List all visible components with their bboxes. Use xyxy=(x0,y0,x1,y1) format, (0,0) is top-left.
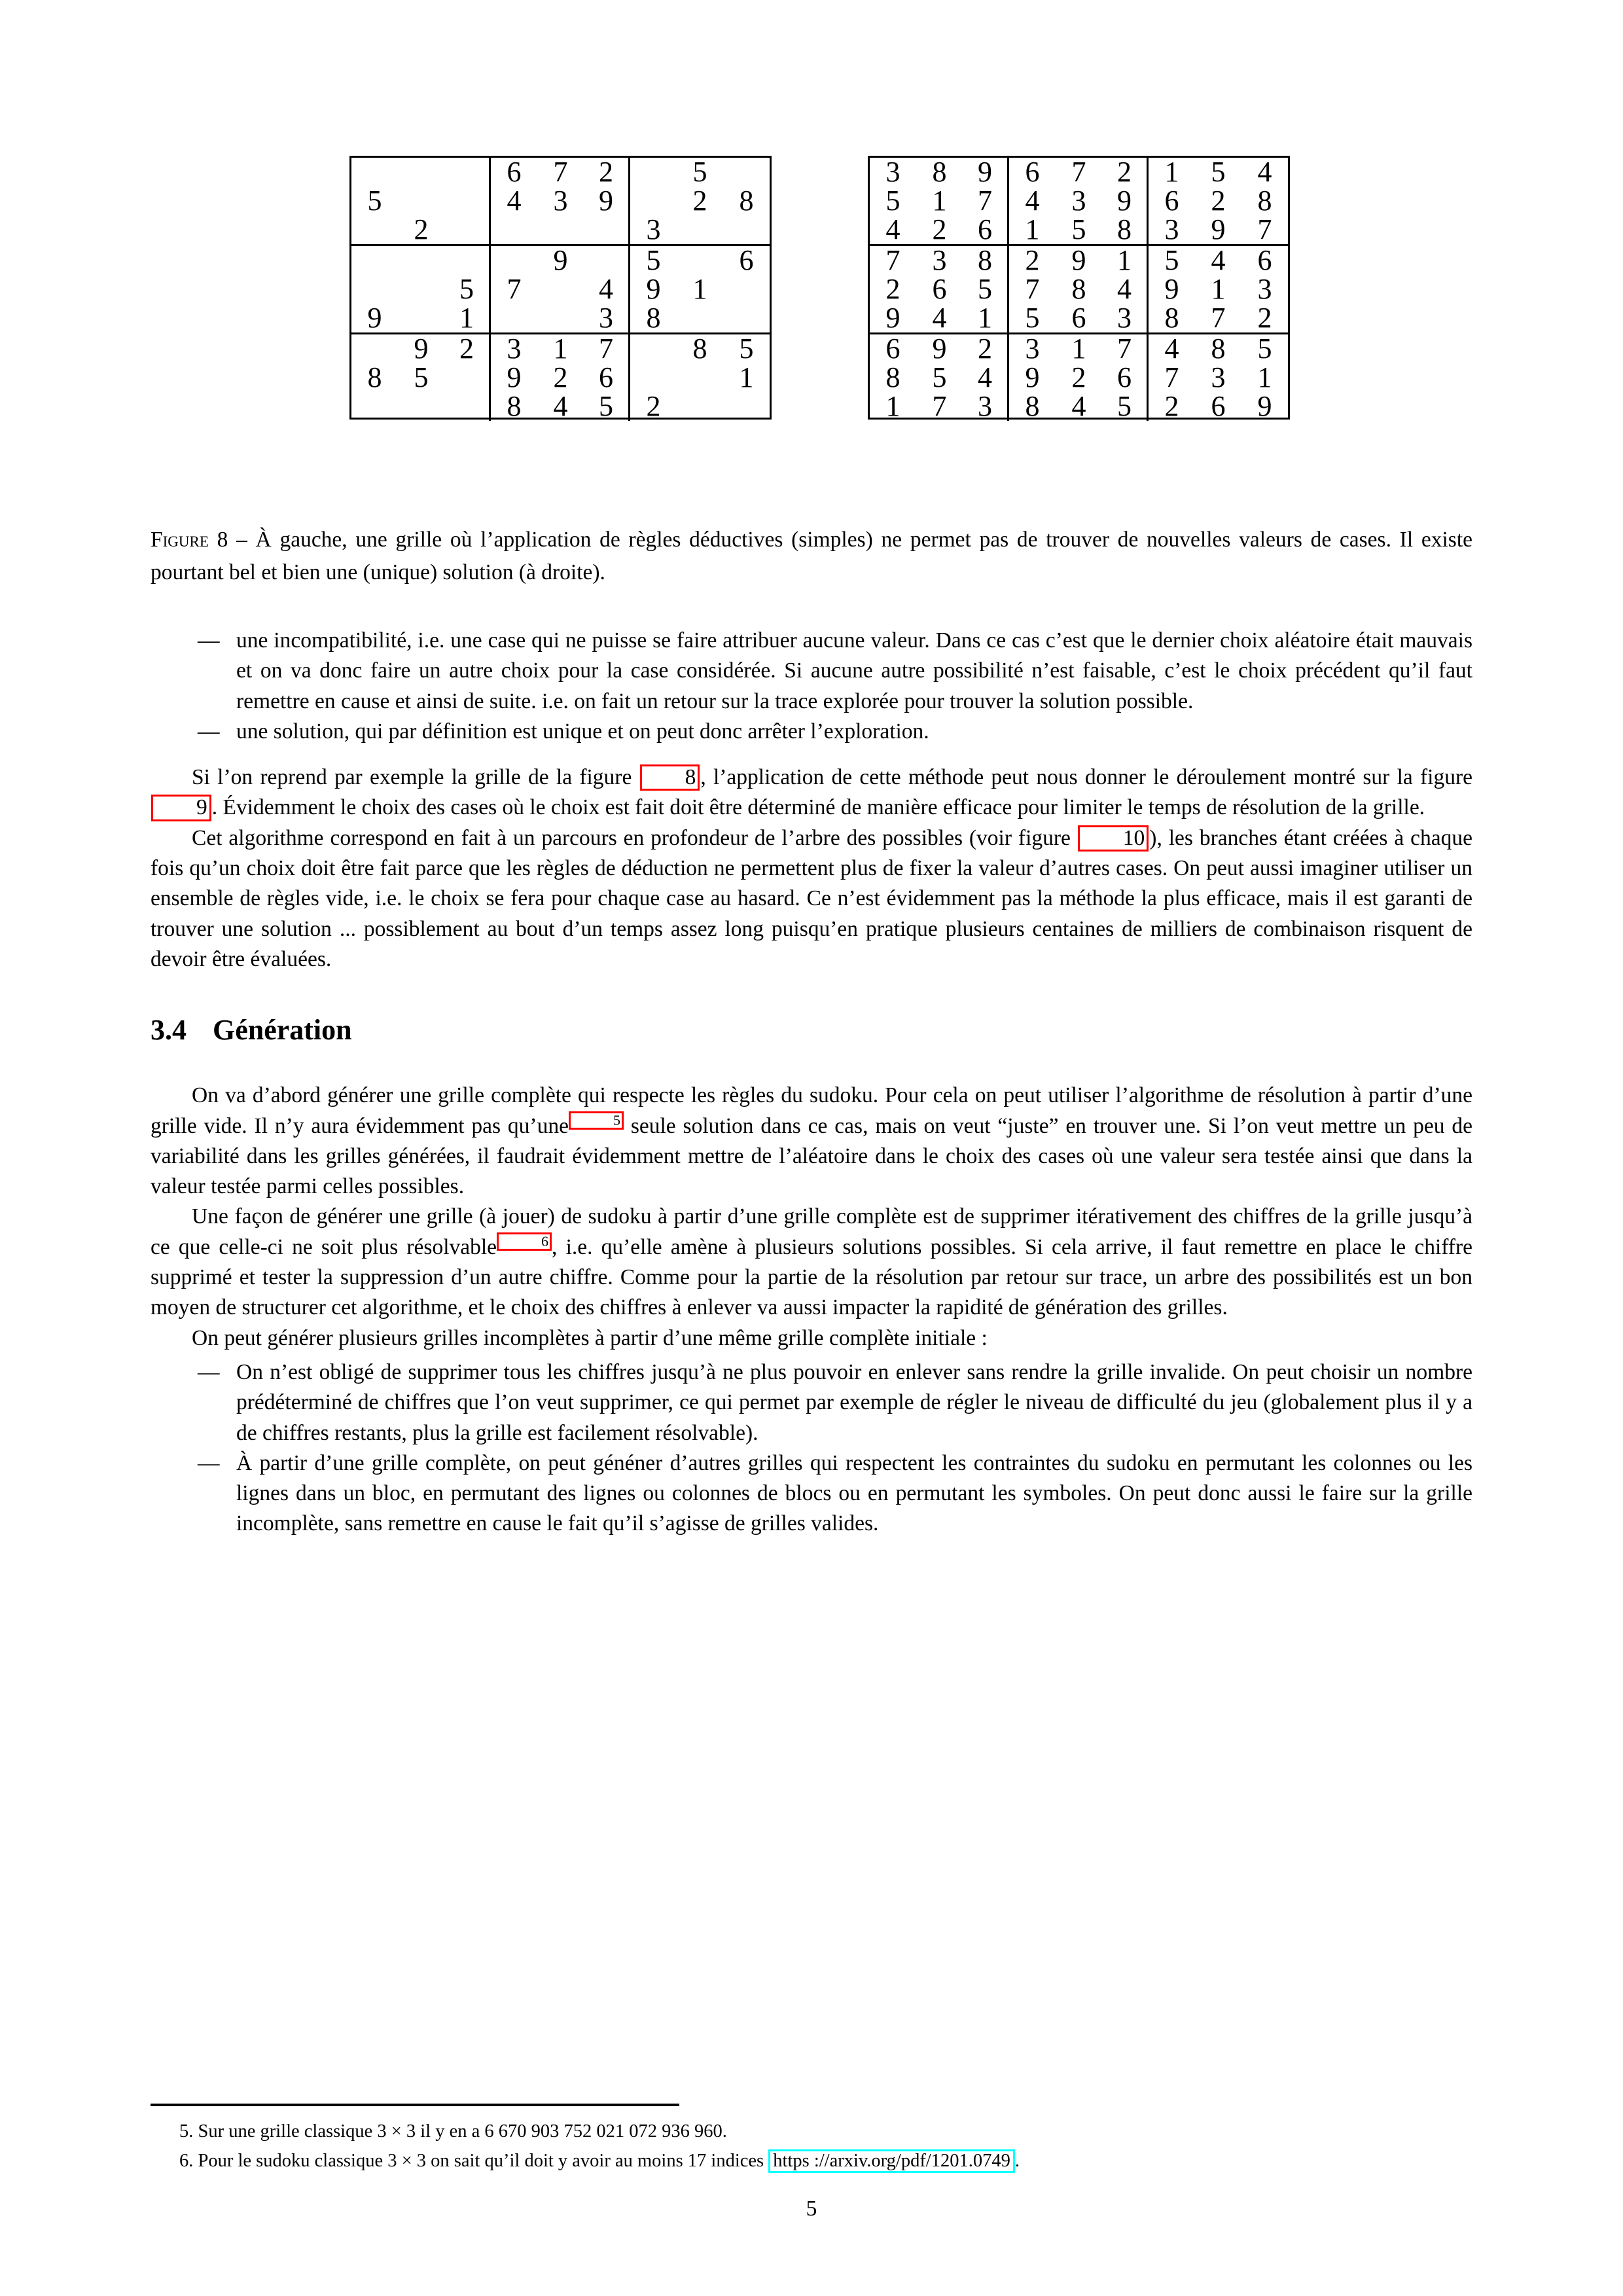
sudoku-cell xyxy=(723,304,770,334)
sudoku-cell xyxy=(491,246,537,275)
sudoku-cell: 9 xyxy=(414,332,429,365)
sudoku-cell xyxy=(351,215,398,246)
sudoku-cell: 2 xyxy=(444,334,491,363)
dash-marker: — xyxy=(198,719,220,744)
list-item xyxy=(151,1357,1472,1448)
sudoku-grid-solved xyxy=(868,156,1290,420)
sudoku-cell: 5 xyxy=(1102,392,1149,421)
footnote-text: Sur une grille classique 3 × 3 il y en a 6 670 903 752 021 072 936 960. xyxy=(193,2121,727,2142)
sudoku-cell: 8 xyxy=(1257,185,1272,217)
sudoku-cell xyxy=(723,275,770,304)
sudoku-cell: 5 xyxy=(646,244,661,276)
page-number: 5 xyxy=(806,2197,817,2221)
sudoku-cell: 9 xyxy=(553,244,568,276)
sudoku-cell xyxy=(677,392,723,421)
sudoku-cell: 1 xyxy=(963,304,1009,334)
dash-marker: — xyxy=(198,1359,220,1384)
sudoku-cell xyxy=(537,215,584,246)
sudoku-cell: 5 xyxy=(1056,215,1102,246)
sudoku-cell: 2 xyxy=(692,185,707,217)
dash-marker: — xyxy=(198,1450,220,1475)
sudoku-cell: 6 xyxy=(885,332,901,365)
sudoku-cell: 5 xyxy=(444,275,491,304)
list-item-text: À partir d’une grille complète, on peut généner d’autres grilles qui respectent les contraintes du sudoku en permutant les colonnes ou les lignes dans un bloc, en permutant des lignes ou colonnes de blocs ou en permutant les symboles. On peut donc aussi le faire sur la grille incomplète, sans remettre en cause le fait qu’il s’agisse de grilles valides. xyxy=(236,1450,1472,1536)
sudoku-cell: 2 xyxy=(1102,158,1149,187)
sudoku-cell: 8 xyxy=(692,332,707,365)
figure-caption-label: Figure xyxy=(151,527,209,552)
footnote-text: Pour le sudoku classique 3 × 3 on sait qu’il doit y avoir au moins 17 indices xyxy=(193,2151,769,2171)
sudoku-cell: 7 xyxy=(553,156,568,188)
sudoku-cell: 4 xyxy=(1071,390,1086,422)
sudoku-cell: 3 xyxy=(1102,304,1149,334)
paragraph-text: On va d’abord générer une grille complète qui respecte les règles du sudoku. Pour cela on peut utiliser l’algorithme de résolution à partir d’une grille vide. Il n’y aura évidemment pas qu’une xyxy=(151,1083,1472,1138)
sudoku-cell: 3 xyxy=(1257,273,1272,305)
sudoku-cell: 7 xyxy=(1102,334,1149,363)
figure-ref-link[interactable]: 9 xyxy=(151,795,211,821)
sudoku-cell: 6 xyxy=(1211,390,1226,422)
sudoku-cell xyxy=(537,275,584,304)
sudoku-cell xyxy=(444,363,491,392)
sudoku-cell xyxy=(444,246,491,275)
sudoku-cell xyxy=(723,158,770,187)
sudoku-cell: 4 xyxy=(963,363,1009,392)
sudoku-cell: 5 xyxy=(367,185,382,217)
sudoku-cell: 5 xyxy=(963,275,1009,304)
sudoku-cell: 2 xyxy=(553,361,568,393)
sudoku-cell: 3 xyxy=(553,185,568,217)
sudoku-cell xyxy=(677,304,723,334)
list-item-text: une solution, qui par définition est unique et on peut donc arrêter l’exploration. xyxy=(236,719,929,744)
sudoku-cell: 3 xyxy=(1071,185,1086,217)
section-heading xyxy=(151,1013,1472,1048)
sudoku-cell: 9 xyxy=(351,304,398,334)
paragraph-text: Cet algorithme correspond en fait à un parcours en profondeur de l’arbre des possibles (voir figure xyxy=(192,825,1077,850)
list-item xyxy=(151,1448,1472,1539)
sudoku-cell: 8 xyxy=(367,361,382,393)
sudoku-cell: 6 xyxy=(932,273,947,305)
paragraph xyxy=(151,762,1472,823)
footnote-marker: 6. xyxy=(179,2151,194,2171)
list-item xyxy=(151,626,1472,717)
sudoku-cell: 1 xyxy=(885,390,901,422)
sudoku-cell: 8 xyxy=(1149,304,1195,334)
sudoku-cell: 5 xyxy=(739,332,754,365)
sudoku-cell: 3 xyxy=(584,304,630,334)
sudoku-cell: 4 xyxy=(584,275,630,304)
list-item-text: On n’est obligé de supprimer tous les chiffres jusqu’à ne plus pouvoir en enlever sans rendre la grille invalide. On peut choisir un nombre prédéterminé de chiffres que l’on veut supprimer, ce qui permet par exemple de régler le niveau de difficulté du jeu (globalement plus il y a de chiffres restants, plus la grille est facilement résolvable). xyxy=(236,1359,1472,1445)
sudoku-cell: 9 xyxy=(1071,244,1086,276)
sudoku-cell: 5 xyxy=(414,361,429,393)
list-item-text: une incompatibilité, i.e. une case qui ne puisse se faire attribuer aucune valeur. Dans ce cas c’est que le dernier choix aléatoire était mauvais et on va donc faire un autre choix pour la case considérée. Si aucune autre possibilité n’est faisable, c’est le choix précédent qu’il faut remettre en cause et ainsi de suite. i.e. on fait un retour sur la trace explorée pour trouver la solution possible. xyxy=(236,628,1472,713)
sudoku-cell xyxy=(398,392,444,421)
sudoku-cell: 7 xyxy=(1164,361,1179,393)
dash-marker: — xyxy=(198,628,220,653)
sudoku-cell xyxy=(398,275,444,304)
sudoku-cell: 8 xyxy=(507,390,522,422)
sudoku-cell: 9 xyxy=(507,361,522,393)
sudoku-cell: 2 xyxy=(646,390,661,422)
paragraph xyxy=(151,1202,1472,1323)
sudoku-cell xyxy=(537,304,584,334)
sudoku-cell: 1 xyxy=(444,304,491,334)
sudoku-cell xyxy=(630,334,677,363)
figure-8-grids xyxy=(349,156,1290,420)
paragraph xyxy=(151,1081,1472,1202)
sudoku-cell: 9 xyxy=(1164,273,1179,305)
sudoku-cell: 7 xyxy=(963,187,1009,215)
bullet-list-bottom xyxy=(151,1357,1472,1539)
sudoku-cell: 6 xyxy=(1257,244,1272,276)
paragraph-text: Une façon de générer une grille (à jouer) de sudoku à partir d’une grille complète est de supprimer itérativement des chiffres de la grille jusqu’à ce que celle-ci ne soit plus résolvable xyxy=(151,1204,1472,1259)
sudoku-cell: 7 xyxy=(1071,156,1086,188)
footnote-text: . xyxy=(1014,2151,1020,2171)
sudoku-cell: 2 xyxy=(916,215,963,246)
paragraph-text: . Évidemment le choix des cases où le choix est fait doit être déterminé de manière efficace pour limiter le temps de résolution de la grille. xyxy=(211,795,1425,820)
sudoku-cell: 1 xyxy=(692,273,707,305)
section-title: Génération xyxy=(213,1014,352,1047)
sudoku-cell: 8 xyxy=(963,246,1009,275)
sudoku-cell xyxy=(630,363,677,392)
footnote-ref-link[interactable]: 6 xyxy=(497,1232,552,1251)
sudoku-cell: 4 xyxy=(553,390,568,422)
footnotes xyxy=(151,2117,1472,2176)
sudoku-cell: 8 xyxy=(1102,215,1149,246)
sudoku-cell: 3 xyxy=(1149,215,1195,246)
sudoku-cell: 9 xyxy=(584,187,630,215)
footnote-ref-link[interactable]: 5 xyxy=(569,1111,624,1130)
sudoku-cell: 8 xyxy=(630,304,677,334)
sudoku-cell: 9 xyxy=(1102,187,1149,215)
sudoku-cell: 1 xyxy=(1211,273,1226,305)
sudoku-cell xyxy=(398,158,444,187)
sudoku-cell: 4 xyxy=(507,185,522,217)
sudoku-cell xyxy=(444,215,491,246)
footnote-marker: 5. xyxy=(179,2121,194,2142)
paragraph-text: seule solution dans ce cas, mais on veut “juste” en trouver une. Si l’on veut mettre un peu de variabilité dans les grilles générées, il faudrait évidemment mettre de l’aléatoire dans le choix des cases où une valeur sera testée ainsi que dans la valeur testée parmi celles possibles. xyxy=(151,1113,1472,1199)
sudoku-cell: 7 xyxy=(1025,273,1040,305)
sudoku-cell: 1 xyxy=(739,361,754,393)
figure-ref-link[interactable]: 8 xyxy=(640,764,700,791)
sudoku-cell xyxy=(398,187,444,215)
sudoku-cell xyxy=(584,215,630,246)
sudoku-cell: 9 xyxy=(870,304,916,334)
sudoku-cell xyxy=(584,246,630,275)
footnote xyxy=(151,2117,1472,2146)
sudoku-cell xyxy=(723,215,770,246)
sudoku-cell: 3 xyxy=(885,156,901,188)
sudoku-cell: 5 xyxy=(1211,156,1226,188)
sudoku-cell: 5 xyxy=(692,156,707,188)
sudoku-cell: 4 xyxy=(916,304,963,334)
sudoku-cell: 2 xyxy=(584,158,630,187)
sudoku-cell: 2 xyxy=(1211,185,1226,217)
sudoku-cell: 6 xyxy=(584,363,630,392)
sudoku-cell: 5 xyxy=(885,185,901,217)
sudoku-cell: 1 xyxy=(1009,215,1056,246)
sudoku-cell: 7 xyxy=(1241,215,1288,246)
sudoku-cell: 3 xyxy=(630,215,677,246)
sudoku-cell: 2 xyxy=(1025,244,1040,276)
sudoku-cell: 9 xyxy=(932,332,947,365)
sudoku-cell: 6 xyxy=(1056,304,1102,334)
sudoku-cell: 2 xyxy=(885,273,901,305)
sudoku-cell: 4 xyxy=(1025,185,1040,217)
sudoku-cell xyxy=(630,158,677,187)
sudoku-cell: 8 xyxy=(1071,273,1086,305)
body-text xyxy=(151,626,1472,1539)
sudoku-cell: 6 xyxy=(1102,363,1149,392)
footnote xyxy=(151,2146,1472,2176)
sudoku-cell xyxy=(398,246,444,275)
sudoku-cell xyxy=(677,363,723,392)
sudoku-cell xyxy=(491,215,537,246)
sudoku-cell xyxy=(351,275,398,304)
sudoku-cell: 2 xyxy=(1164,390,1179,422)
sudoku-cell: 3 xyxy=(1025,332,1040,365)
sudoku-cell xyxy=(444,187,491,215)
sudoku-cell: 2 xyxy=(1071,361,1086,393)
paragraph-text: , l’application de cette méthode peut nous donner le déroulement montré sur la figure xyxy=(700,765,1472,790)
sudoku-cell: 8 xyxy=(739,185,754,217)
sudoku-cell: 4 xyxy=(870,215,916,246)
sudoku-cell: 1 xyxy=(1102,246,1149,275)
figure-caption-text: 8 – À gauche, une grille où l’application de règles déductives (simples) ne permet pas de trouver de nouvelles valeurs de cases. Il existe pourtant bel et bien une (unique) solution (à droite). xyxy=(151,527,1472,584)
section-number: 3.4 xyxy=(151,1014,187,1047)
sudoku-cell: 7 xyxy=(885,244,901,276)
sudoku-cell: 6 xyxy=(1164,185,1179,217)
figure-caption xyxy=(151,524,1472,589)
sudoku-cell xyxy=(351,392,398,421)
sudoku-cell xyxy=(723,392,770,421)
sudoku-cell: 8 xyxy=(885,361,901,393)
sudoku-cell: 5 xyxy=(1009,304,1056,334)
sudoku-cell: 6 xyxy=(739,244,754,276)
footnote-rule xyxy=(151,2104,679,2106)
sudoku-cell: 1 xyxy=(1164,156,1179,188)
paragraph xyxy=(151,823,1472,975)
sudoku-cell: 3 xyxy=(1211,361,1226,393)
sudoku-cell xyxy=(398,304,444,334)
sudoku-cell: 4 xyxy=(1102,275,1149,304)
sudoku-cell: 1 xyxy=(1071,332,1086,365)
sudoku-cell: 4 xyxy=(1257,156,1272,188)
sudoku-cell: 5 xyxy=(584,392,630,421)
sudoku-cell: 8 xyxy=(1025,390,1040,422)
sudoku-cell: 1 xyxy=(932,185,947,217)
sudoku-cell: 1 xyxy=(1257,361,1272,393)
sudoku-cell xyxy=(630,187,677,215)
sudoku-cell: 2 xyxy=(963,334,1009,363)
sudoku-cell: 1 xyxy=(553,332,568,365)
figure-ref-link[interactable]: 10 xyxy=(1078,825,1149,852)
paragraph: On peut générer plusieurs grilles incomplètes à partir d’une même grille complète initiale : xyxy=(192,1325,988,1350)
sudoku-cell xyxy=(351,334,398,363)
paragraph-text: Si l’on reprend par exemple la grille de la figure xyxy=(192,765,639,790)
sudoku-cell: 7 xyxy=(584,334,630,363)
sudoku-cell: 8 xyxy=(1211,332,1226,365)
sudoku-cell: 3 xyxy=(507,332,522,365)
sudoku-cell: 9 xyxy=(646,273,661,305)
sudoku-cell xyxy=(491,304,537,334)
sudoku-cell xyxy=(351,158,398,187)
sudoku-cell: 4 xyxy=(1164,332,1179,365)
sudoku-cell: 7 xyxy=(507,273,522,305)
sudoku-cell: 2 xyxy=(398,215,444,246)
sudoku-cell: 4 xyxy=(1211,244,1226,276)
sudoku-cell: 9 xyxy=(963,158,1009,187)
sudoku-cell: 3 xyxy=(932,244,947,276)
list-item xyxy=(151,717,1472,747)
sudoku-cell xyxy=(677,246,723,275)
sudoku-cell: 7 xyxy=(932,390,947,422)
paragraph-text: ), les branches étant créées à chaque fois qu’un choix doit être fait parce que les règles de déduction ne permettent plus de fixer la valeur d’autres cases. On peut aussi imaginer utiliser un ensemble de règles vide, i.e. le choix se fera pour chaque case au hasard. Ce n’est évidemment pas la méthode la plus efficace, mais il est garanti de trouver une solution ... possiblement au bout d’un temps assez long puisqu’en pratique plusieurs centaines de milliers de combinaison risquent de devoir être évaluées. xyxy=(151,825,1472,971)
sudoku-cell: 6 xyxy=(963,215,1009,246)
sudoku-cell: 7 xyxy=(1195,304,1241,334)
sudoku-cell: 5 xyxy=(1164,244,1179,276)
paragraph-text: , i.e. qu’elle amène à plusieurs solutions possibles. Si cela arrive, il faut remettre en place le chiffre supprimé et tester la suppression d’un autre chiffre. Comme pour la partie de la résolution par retour sur trace, un arbre des possibilités est un bon moyen de structurer cet algorithme, et le choix des chiffres à enlever va aussi impacter la rapidité de génération des grilles. xyxy=(151,1234,1472,1320)
sudoku-cell: 5 xyxy=(1257,332,1272,365)
arxiv-url-link[interactable]: https ://arxiv.org/pdf/1201.0749 xyxy=(768,2149,1015,2173)
sudoku-cell: 9 xyxy=(1257,390,1272,422)
sudoku-cell: 8 xyxy=(932,156,947,188)
sudoku-cell: 6 xyxy=(507,156,522,188)
sudoku-cell: 5 xyxy=(932,361,947,393)
sudoku-cell: 2 xyxy=(1241,304,1288,334)
sudoku-cell: 9 xyxy=(1025,361,1040,393)
bullet-list-top xyxy=(151,626,1472,747)
sudoku-cell xyxy=(351,246,398,275)
sudoku-cell: 6 xyxy=(1025,156,1040,188)
sudoku-cell xyxy=(444,392,491,421)
sudoku-cell: 9 xyxy=(1195,215,1241,246)
sudoku-cell: 3 xyxy=(963,392,1009,421)
sudoku-grid-incomplete xyxy=(349,156,772,420)
sudoku-cell xyxy=(444,158,491,187)
sudoku-cell xyxy=(677,215,723,246)
